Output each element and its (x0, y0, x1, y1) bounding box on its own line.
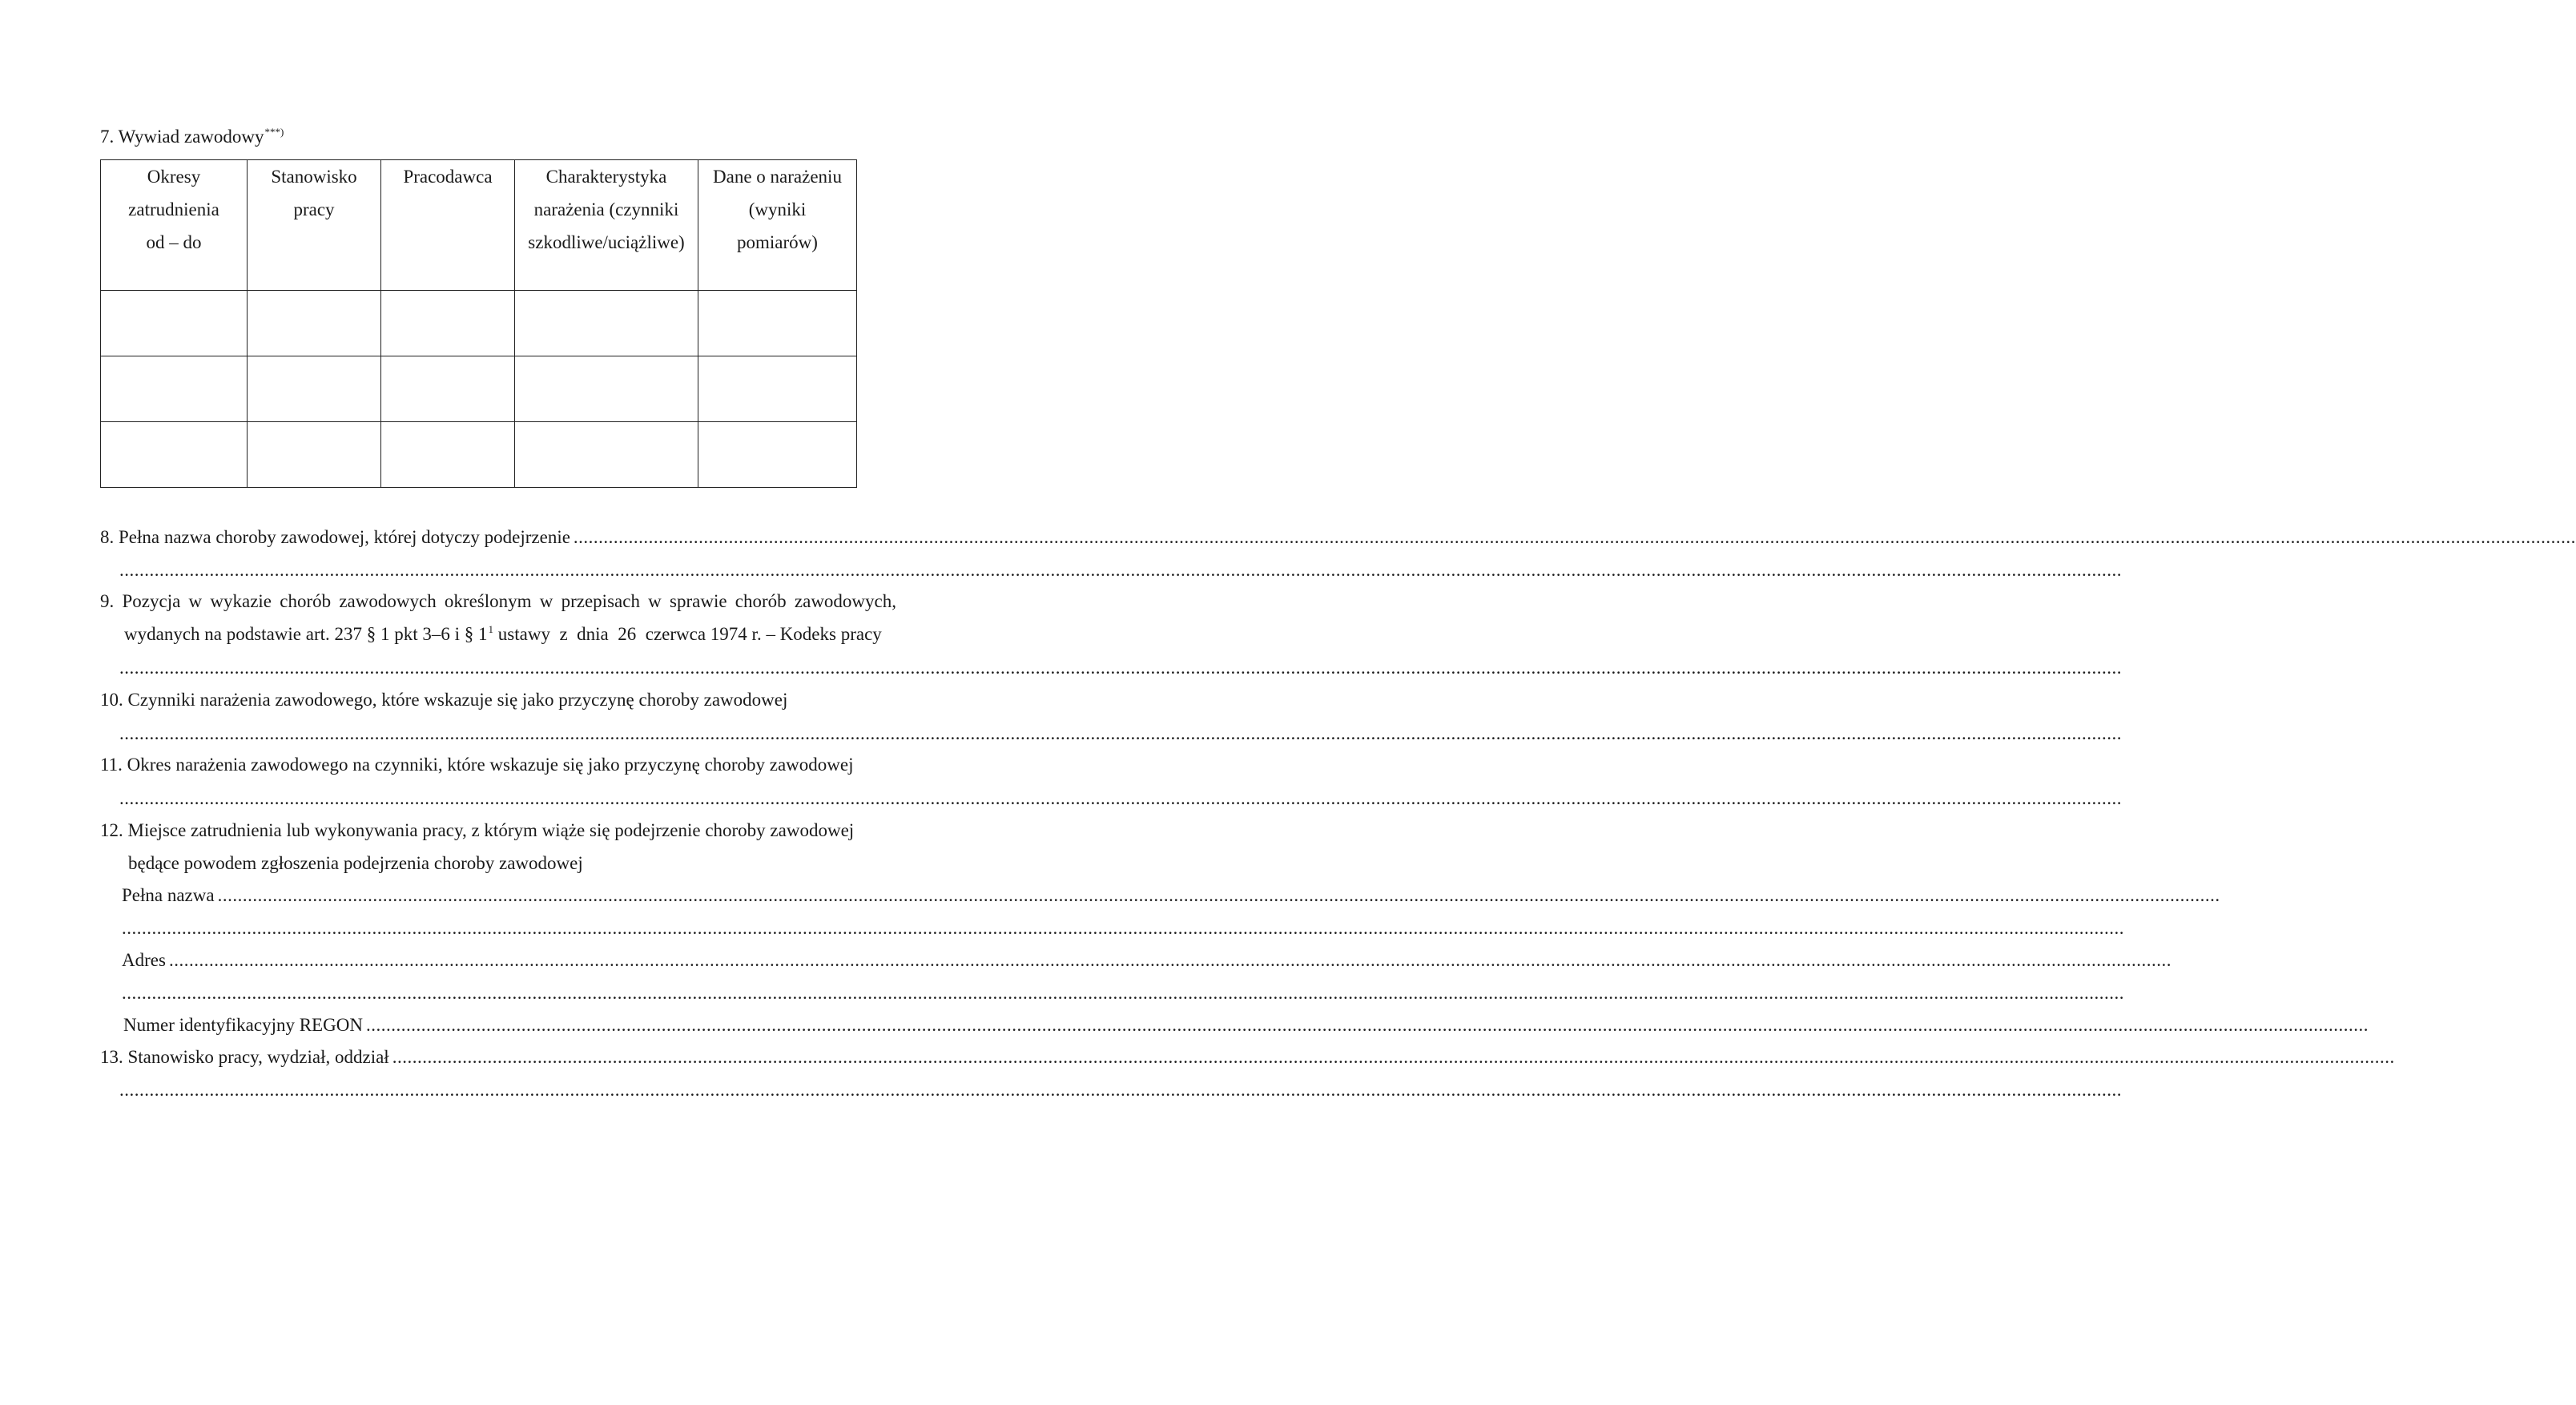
header-line: Dane o narażeniu (713, 167, 842, 187)
header-line: Stanowisko (271, 167, 357, 187)
item-8-label: 8. Pełna nazwa choroby zawodowej, której dotyczy podejrzenie (100, 527, 570, 547)
fill-line: ................................................................................................................................................................................................................................................................................................................................................................................................................ (119, 723, 2122, 743)
header-line: Pracodawca (403, 167, 493, 187)
fill-line: ................................................................................................................................................................................................................................................................................................................................................................................................................ (365, 1015, 2369, 1035)
item-12-line-2: będące powodem zgłoszenia podejrzenia choroby zawodowej (128, 853, 583, 873)
item-12-address-field[interactable] (122, 949, 2171, 972)
item-12-full-name-continuation[interactable] (122, 917, 2124, 940)
item-8-continuation-line[interactable] (119, 559, 2122, 582)
item-9-text: ustawy z dnia 26 czerwca 1974 r. – Kodeks pracy (493, 624, 882, 644)
table-header-row (101, 160, 857, 291)
fill-line: ................................................................................................................................................................................................................................................................................................................................................................................................................ (217, 885, 2220, 905)
item-13-label: 13. Stanowisko pracy, wydział, oddział (100, 1047, 389, 1067)
header-line: Charakterystyka (545, 167, 667, 187)
footnote-marker: ***) (264, 126, 284, 138)
item-9-fill-line[interactable] (119, 657, 2122, 679)
item-12-address-continuation[interactable] (122, 982, 2124, 1004)
item-9-line-1: 9. Pozycja w wykazie chorób zawodowych określonym w przepisach w sprawie chorób zawodowych, (100, 591, 896, 611)
section-7-title (100, 126, 284, 151)
fill-line: ................................................................................................................................................................................................................................................................................................................................................................................................................ (119, 1080, 2122, 1100)
header-exposure-data (698, 160, 857, 291)
table-cell[interactable] (698, 291, 857, 356)
header-line: Okresy (147, 167, 201, 187)
fill-line: ................................................................................................................................................................................................................................................................................................................................................................................................................ (122, 983, 2124, 1003)
header-line: narażenia (czynniki (533, 199, 679, 219)
item-11-fill-line[interactable] (119, 787, 2122, 810)
occupational-history-table (100, 159, 857, 488)
table-cell[interactable] (248, 422, 381, 488)
item-9-text: wydanych na podstawie art. 237 § 1 pkt 3–6 i § 1 (124, 624, 488, 644)
fill-line: ................................................................................................................................................................................................................................................................................................................................................................................................................ (168, 950, 2171, 970)
item-8-disease-name[interactable] (100, 526, 2576, 549)
fill-line: ................................................................................................................................................................................................................................................................................................................................................................................................................ (119, 788, 2122, 808)
table-row (101, 422, 857, 488)
table-row (101, 291, 857, 356)
table-cell[interactable] (381, 356, 515, 422)
header-line: (wyniki (748, 199, 807, 219)
full-name-label: Pełna nazwa (122, 885, 215, 905)
fill-line: ................................................................................................................................................................................................................................................................................................................................................................................................................ (122, 918, 2124, 938)
table-cell[interactable] (381, 291, 515, 356)
header-line: pracy (293, 199, 335, 219)
item-12-regon-field[interactable] (123, 1014, 2369, 1037)
fill-line: ................................................................................................................................................................................................................................................................................................................................................................................................................ (392, 1047, 2395, 1067)
header-line: szkodliwe/uciążliwe) (528, 232, 685, 252)
header-position (248, 160, 381, 291)
fill-line: ................................................................................................................................................................................................................................................................................................................................................................................................................ (119, 560, 2122, 580)
table-row (101, 356, 857, 422)
header-line: pomiarów) (737, 232, 818, 252)
table-cell[interactable] (381, 422, 515, 488)
superscript: 1 (488, 623, 494, 635)
item-12-line-1: 12. Miejsce zatrudnienia lub wykonywania pracy, z którym wiąże się podejrzenie choroby zawodowej (100, 820, 855, 840)
header-line: zatrudnienia (128, 199, 219, 219)
section-7-title-text: 7. Wywiad zawodowy (100, 127, 264, 147)
fill-line: ................................................................................................................................................................................................................................................................................................................................................................................................................ (573, 527, 2576, 547)
table-cell[interactable] (248, 291, 381, 356)
address-label: Adres (122, 950, 166, 970)
item-13-position-field[interactable] (100, 1046, 2395, 1069)
item-13-continuation-line[interactable] (119, 1079, 2122, 1101)
header-employment-periods (101, 160, 248, 291)
table-cell[interactable] (101, 356, 248, 422)
table-cell[interactable] (698, 422, 857, 488)
table-cell[interactable] (698, 356, 857, 422)
item-9-line-2 (124, 623, 882, 648)
item-10-fill-line[interactable] (119, 723, 2122, 745)
table-cell[interactable] (515, 291, 698, 356)
header-line: od – do (146, 232, 202, 252)
table-cell[interactable] (101, 422, 248, 488)
item-11-label: 11. Okres narażenia zawodowego na czynniki, które wskazuje się jako przyczynę choroby zawodowej (100, 755, 854, 775)
header-exposure-characteristics (515, 160, 698, 291)
header-employer (381, 160, 515, 291)
table-cell[interactable] (248, 356, 381, 422)
table-cell[interactable] (101, 291, 248, 356)
table-cell[interactable] (515, 356, 698, 422)
fill-line: ................................................................................................................................................................................................................................................................................................................................................................................................................ (119, 658, 2122, 678)
table-cell[interactable] (515, 422, 698, 488)
item-12-full-name-field[interactable] (122, 884, 2220, 907)
item-10-label: 10. Czynniki narażenia zawodowego, które wskazuje się jako przyczynę choroby zawodowej (100, 690, 788, 710)
regon-label: Numer identyfikacyjny REGON (123, 1015, 363, 1035)
